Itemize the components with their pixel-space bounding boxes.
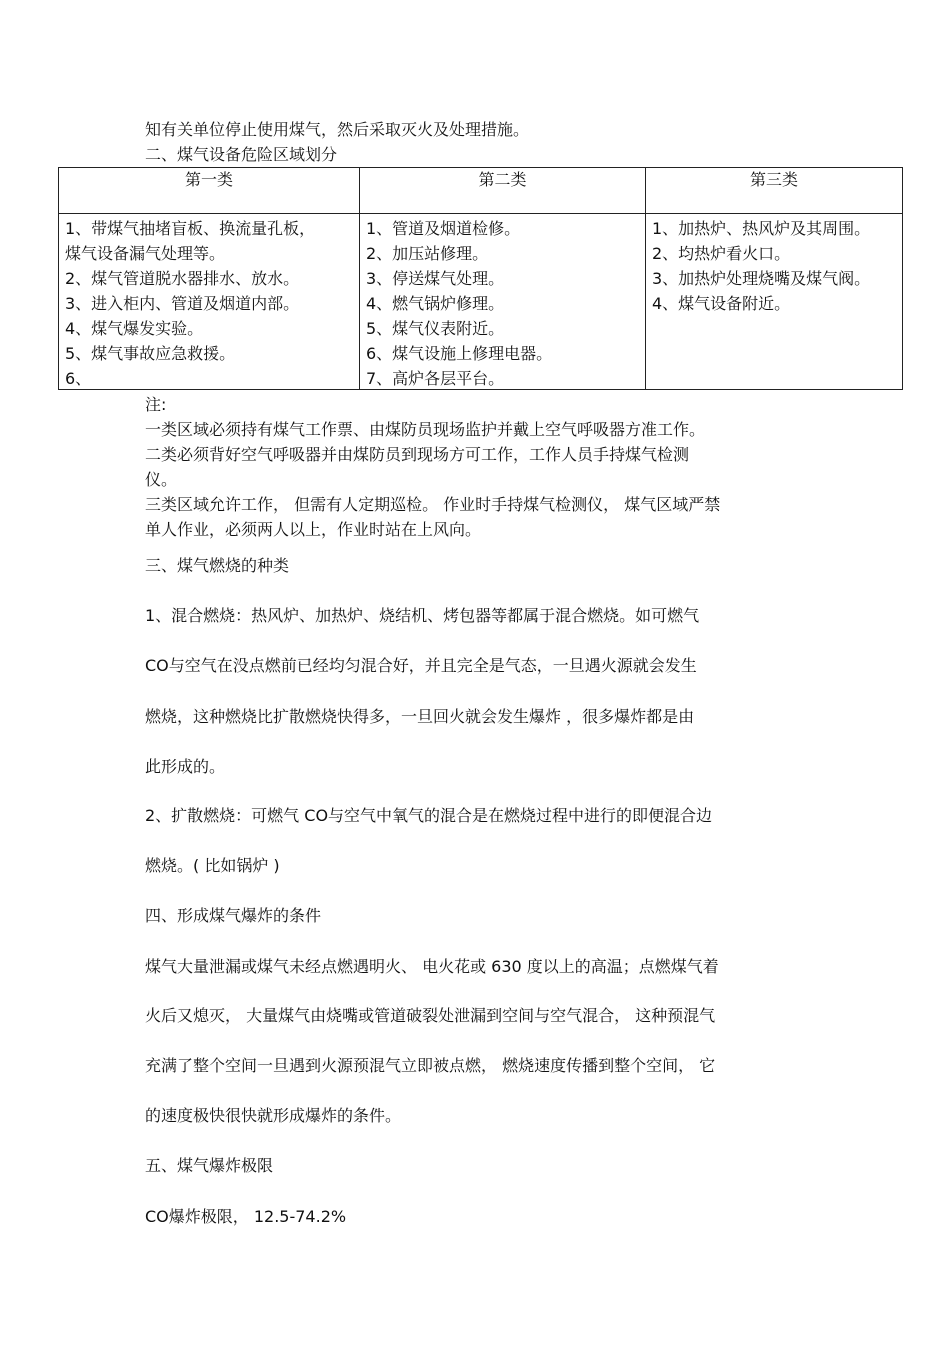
list-item: 3、加热炉处理烧嘴及煤气阀。 <box>652 269 871 288</box>
list-item: 4、煤气爆发实验。 <box>65 319 204 338</box>
list-item: 7、高炉各层平台。 <box>366 369 505 388</box>
note-line: 三类区域允许工作， 但需有人定期巡检。 作业时手持煤气检测仪， 煤气区域严禁 <box>145 495 721 514</box>
list-item: 2、煤气管道脱水器排水、放水。 <box>65 269 300 288</box>
list-item: 4、燃气锅炉修理。 <box>366 294 505 313</box>
list-item: 2、均热炉看火口。 <box>652 244 791 263</box>
note-line: 一类区域必须持有煤气工作票、由煤防员现场监护并戴上空气呼吸器方准工作。 <box>145 420 706 439</box>
section-title: 二、煤气设备危险区域划分 <box>145 145 338 164</box>
list-item: 1、带煤气抽堵盲板、换流量孔板， <box>65 219 316 238</box>
note-line: 仪。 <box>145 470 178 489</box>
note-line: 注: <box>145 395 167 414</box>
paragraph-line: 煤气大量泄漏或煤气未经点燃遇明火、 电火花或 630 度以上的高温；点燃煤气着 <box>145 957 719 976</box>
paragraph-line: 此形成的。 <box>145 757 226 776</box>
list-item: 3、停送煤气处理。 <box>366 269 505 288</box>
list-item: 1、加热炉、热风炉及其周围。 <box>652 219 871 238</box>
list-item: 2、加压站修理。 <box>366 244 489 263</box>
column-class-3 <box>645 168 902 389</box>
list-item: 煤气设备漏气处理等。 <box>65 244 226 263</box>
list-item: 5、煤气仪表附近。 <box>366 319 505 338</box>
heading-3: 三、煤气燃烧的种类 <box>145 556 290 575</box>
paragraph-line: 充满了整个空间一旦遇到火源预混气立即被点燃， 燃烧速度传播到整个空间， 它 <box>145 1056 716 1075</box>
column-cell <box>65 216 357 391</box>
heading-5: 五、煤气爆炸极限 <box>145 1156 274 1175</box>
note-line: 二类必须背好空气呼吸器并由煤防员到现场方可工作，工作人员手持煤气检测 <box>145 445 690 464</box>
column-cell <box>366 216 643 391</box>
column-class-1 <box>59 168 359 389</box>
paragraph-line: 2、扩散燃烧：可燃气 CO与空气中氧气的混合是在燃烧过程中进行的即便混合边 <box>145 806 713 825</box>
paragraph-line: CO与空气在没点燃前已经均匀混合好，并且完全是气态，一旦遇火源就会发生 <box>145 656 697 675</box>
list-item: 3、进入柜内、管道及烟道内部。 <box>65 294 300 313</box>
danger-zone-table <box>58 167 903 390</box>
paragraph-line: 燃烧。( 比如锅炉 ) <box>145 856 280 875</box>
note-line: 单人作业，必须两人以上，作业时站在上风向。 <box>145 520 482 539</box>
column-header: 第二类 <box>360 168 645 214</box>
paragraph-line: CO爆炸极限， 12.5-74.2% <box>145 1207 347 1226</box>
list-item: 1、管道及烟道检修。 <box>366 219 521 238</box>
list-item: 5、煤气事故应急救援。 <box>65 344 236 363</box>
list-item: 6、煤气设施上修理电器。 <box>366 344 553 363</box>
paragraph-line: 1、混合燃烧：热风炉、加热炉、烧结机、烤包器等都属于混合燃烧。如可燃气 <box>145 606 700 625</box>
intro-line: 知有关单位停止使用煤气，然后采取灭火及处理措施。 <box>145 120 530 139</box>
heading-4: 四、形成煤气爆炸的条件 <box>145 906 322 925</box>
column-header: 第三类 <box>646 168 902 214</box>
column-cell <box>652 216 900 316</box>
column-header: 第一类 <box>59 168 359 214</box>
list-item: 6、 <box>65 369 92 388</box>
paragraph-line: 燃烧，这种燃烧比扩散燃烧快得多，一旦回火就会发生爆炸 ，很多爆炸都是由 <box>145 707 695 726</box>
paragraph-line: 火后又熄灭， 大量煤气由烧嘴或管道破裂处泄漏到空间与空气混合， 这种预混气 <box>145 1006 716 1025</box>
list-item: 4、煤气设备附近。 <box>652 294 791 313</box>
paragraph-line: 的速度极快很快就形成爆炸的条件。 <box>145 1106 402 1125</box>
column-class-2 <box>359 168 645 389</box>
